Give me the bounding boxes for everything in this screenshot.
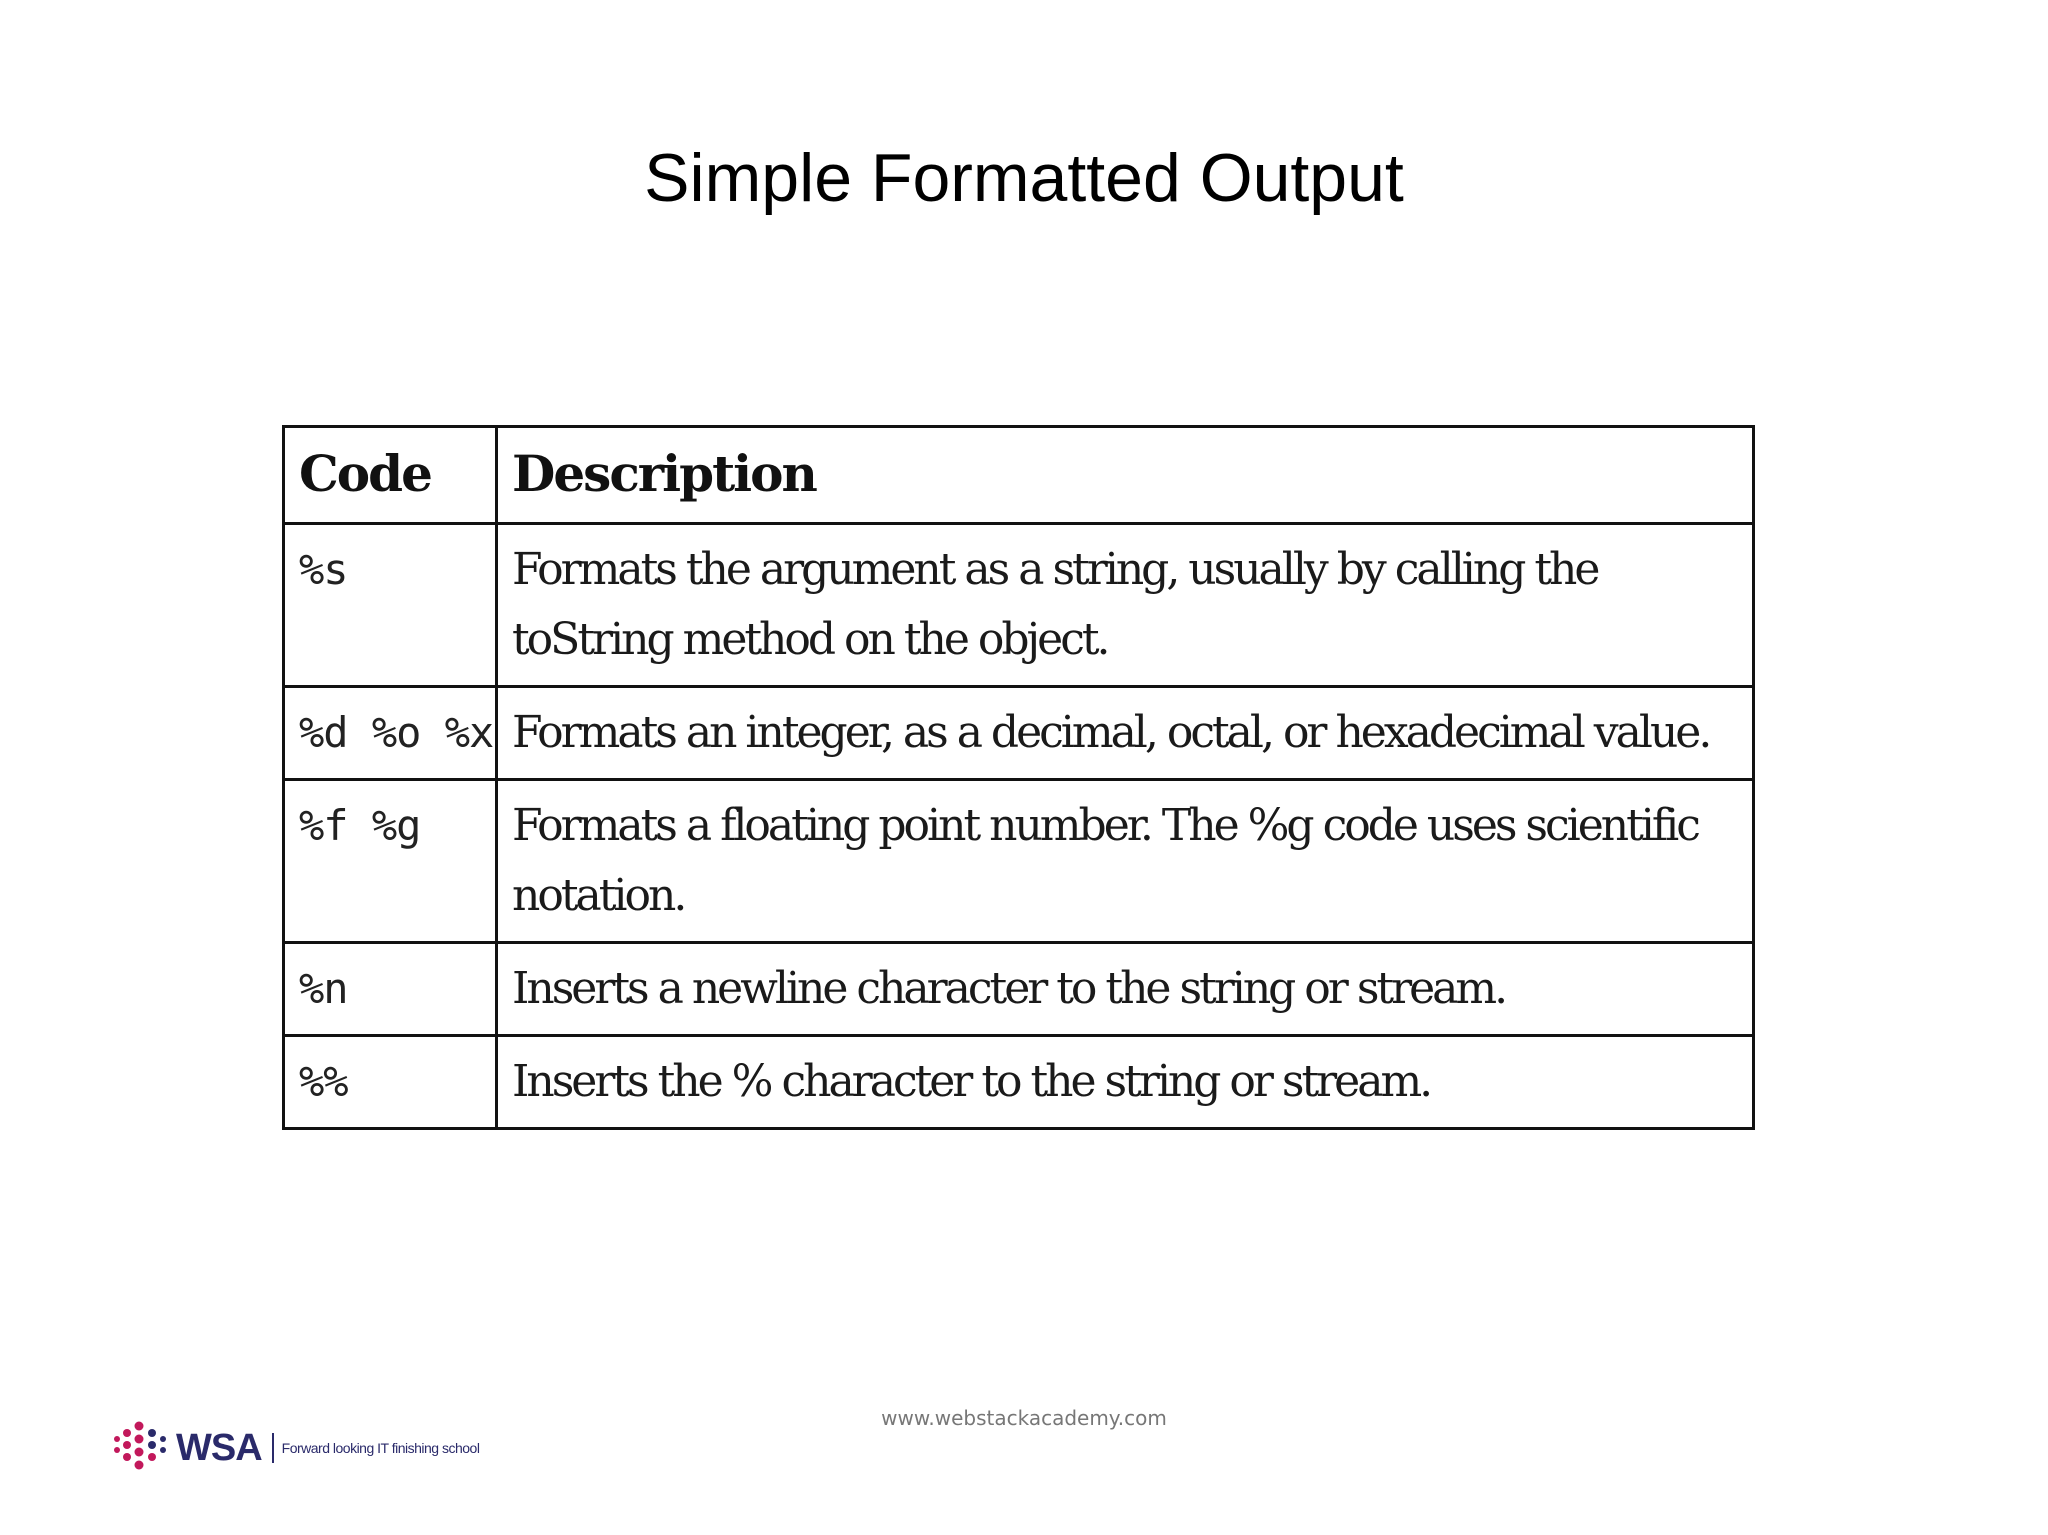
table-row (284, 687, 1754, 780)
logo-separator (272, 1433, 274, 1463)
description-cell: Formats an integer, as a decimal, octal, or hexadecimal value. (497, 687, 1754, 780)
table-row (284, 780, 1754, 943)
table-row (284, 1036, 1754, 1129)
wsa-logo (110, 1418, 479, 1478)
description-cell: Formats a floating point number. The %g code uses scientific notation. (497, 780, 1754, 943)
code-cell: %s (284, 524, 497, 687)
code-cell: %n (284, 943, 497, 1036)
footer-url: www.webstackacademy.com (881, 1406, 1167, 1430)
logo-tagline: Forward looking IT finishing school (281, 1440, 480, 1456)
format-codes-table (282, 425, 1755, 1130)
description-cell: Formats the argument as a string, usually by calling the toString method on the object. (497, 524, 1754, 687)
code-cell: %% (284, 1036, 497, 1129)
code-cell: %d %o %x (284, 687, 497, 780)
header-code: Code (284, 427, 497, 524)
description-cell: Inserts a newline character to the string or stream. (497, 943, 1754, 1036)
slide-title: Simple Formatted Output (644, 140, 1404, 216)
logo-dots-icon (110, 1419, 168, 1477)
header-description: Description (497, 427, 1754, 524)
table-header-row (284, 427, 1754, 524)
code-cell: %f %g (284, 780, 497, 943)
description-cell: Inserts the % character to the string or stream. (497, 1036, 1754, 1129)
logo-text: WSA (176, 1426, 262, 1469)
format-codes-table-wrapper (282, 425, 1752, 1130)
table-row (284, 943, 1754, 1036)
table-row (284, 524, 1754, 687)
